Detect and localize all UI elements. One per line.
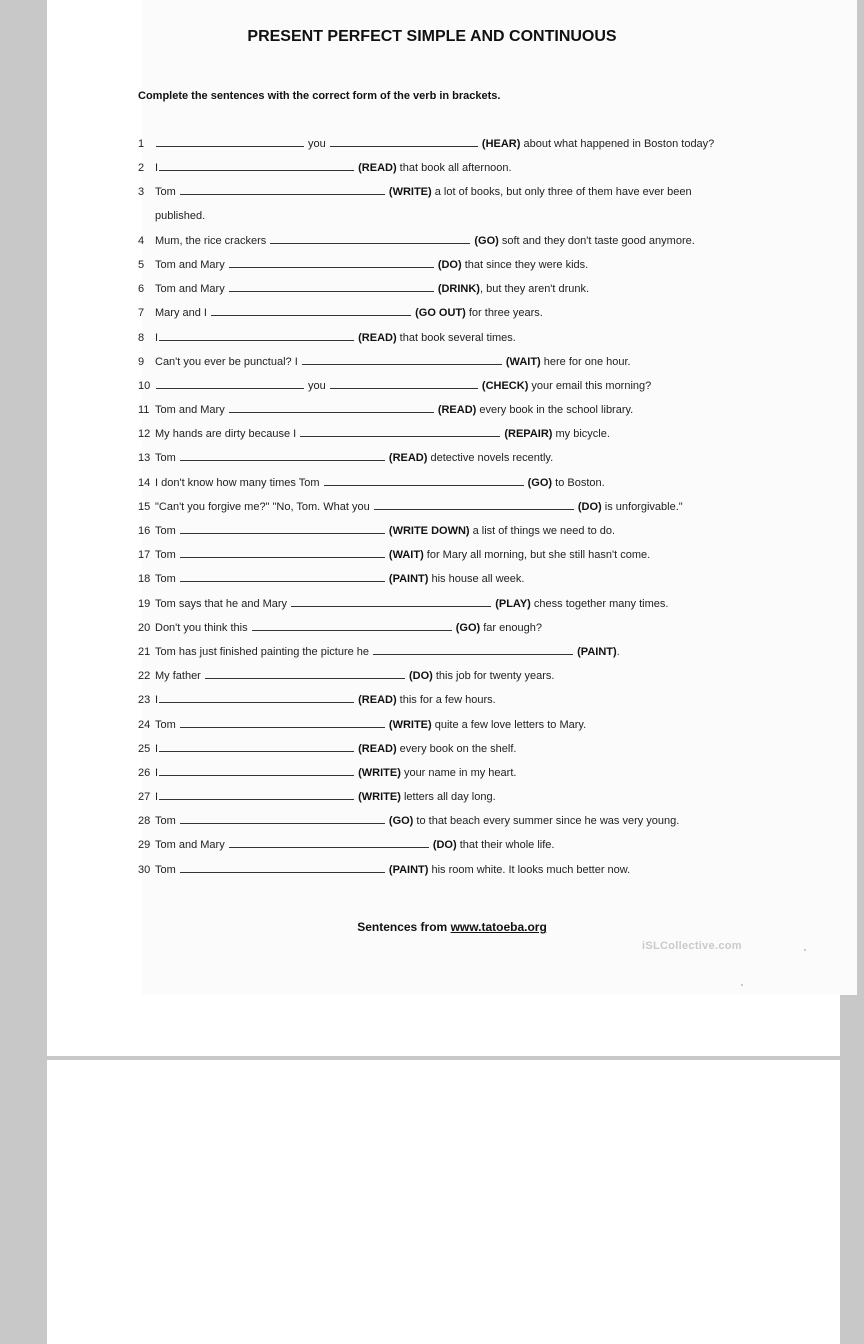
verb-hint: (GO) [527,476,553,489]
sentence-text: Tom [155,452,179,465]
sentence-number: 8 [138,331,145,344]
verb-hint: (DO) [432,839,457,852]
sentence-number: 14 [138,476,151,489]
source-link[interactable]: www.tatoeba.org [450,920,547,934]
exercise-sentence [138,305,758,329]
sentence-text: Tom [155,815,179,828]
sentence-ending: that book several times. [396,331,516,344]
answer-blank[interactable] [159,692,354,703]
sentence-text: Tom [155,863,179,876]
verb-hint: (WRITE) [388,186,432,199]
verb-hint: (READ) [437,404,477,417]
sentence-number: 29 [138,839,151,852]
sentence-ending: that since they were kids. [461,258,589,271]
sentence-number: 22 [138,670,151,683]
answer-blank[interactable] [159,160,354,171]
sentence-number: 15 [138,500,151,513]
sentence-number: 25 [138,742,151,755]
sentence-number: 1 [138,138,145,150]
speck [741,984,743,986]
sentence-number: 17 [138,549,151,562]
answer-blank[interactable] [180,717,385,728]
instructions: Complete the sentences with the correct form of the verb in brackets. [138,90,501,102]
sentence-ending: detective novels recently. [427,452,554,465]
sentence-ending: this for a few hours. [396,694,496,707]
sentence-text: I [155,791,159,804]
sentence-number: 18 [138,573,151,586]
sentence-ending: your name in my heart. [400,766,517,779]
verb-hint: (WRITE) [358,766,401,779]
sentence-text: Mum, the rice crackers [155,234,270,247]
sentence-ending: to Boston. [552,476,605,489]
sentence-ending: is unforgivable." [601,500,683,513]
verb-hint: (HEAR) [481,138,521,150]
verb-hint: (READ) [388,452,428,465]
exercise-sentence [138,765,758,789]
sentence-number: 11 [138,404,150,417]
exercise-sentence [138,813,758,837]
answer-blank[interactable] [291,596,491,607]
sentence-ending: a list of things we need to do. [469,525,616,537]
verb-hint: (WRITE) [388,718,432,731]
sentence-text: you [305,138,329,150]
sentence-ending: for three years. [465,307,543,320]
exercise-sentence [138,257,758,281]
sentence-number: 13 [138,452,151,465]
answer-blank[interactable] [330,378,478,389]
exercise-sentence [138,668,758,692]
exercise-sentence [138,523,758,547]
sentence-ending: chess together many times. [530,597,669,610]
answer-blank[interactable] [159,765,354,776]
answer-blank[interactable] [229,257,434,268]
sentence-ending: this job for twenty years. [432,670,555,683]
sentence-text: Tom [155,186,179,199]
answer-blank[interactable] [180,813,385,824]
speck [804,949,806,951]
sentence-number: 30 [138,863,151,876]
answer-blank[interactable] [373,644,573,655]
answer-blank[interactable] [211,305,411,316]
verb-hint: (READ) [358,694,397,707]
exercise-sentence [138,862,758,886]
answer-blank[interactable] [229,837,429,848]
exercise-sentence [138,571,758,595]
sentence-number: 16 [138,525,151,537]
exercise-sentence [138,184,758,208]
answer-blank[interactable] [205,668,405,679]
answer-blank[interactable] [300,426,500,437]
sentence-text: Mary and I [155,307,211,320]
exercise-sentence [138,644,758,668]
sentence-ending: letters all day long. [400,791,496,804]
exercise-sentence [138,596,758,620]
sentence-ending: here for one hour. [540,355,631,368]
sentence-text: Can't you ever be punctual? I [155,355,301,368]
answer-blank[interactable] [302,354,502,365]
verb-hint: (REPAIR) [504,428,553,441]
exercise-list [138,136,758,886]
answer-blank[interactable] [330,136,478,147]
sentence-ending: quite a few love letters to Mary. [431,718,587,731]
sentence-number: 19 [138,597,151,610]
sentence-ending: your email this morning? [528,379,652,392]
verb-hint: (DRINK) [437,283,480,296]
answer-blank[interactable] [180,184,385,195]
exercise-sentence [138,426,758,450]
blank-next-page [47,1060,840,1344]
exercise-sentence [138,160,758,184]
sentence-number: 5 [138,258,145,271]
footer [0,920,864,934]
sentence-ending: his room white. It looks much better now. [428,863,631,876]
verb-hint: (GO) [474,234,499,247]
answer-blank[interactable] [324,475,524,486]
sentence-ending: for Mary all morning, but she still hasn't come. [423,549,651,562]
answer-blank[interactable] [180,862,385,873]
sentence-text: Tom [155,573,179,586]
sentence-ending: my bicycle. [552,428,610,441]
verb-hint: (PAINT) [388,863,429,876]
exercise-sentence [138,475,758,499]
answer-blank[interactable] [159,741,354,752]
sentence-ending: his house all week. [428,573,525,586]
sentence-ending: . [616,645,620,658]
sentence-ending: to that beach every summer since he was very young. [413,815,680,828]
answer-blank[interactable] [180,450,385,461]
verb-hint: (READ) [358,331,397,344]
exercise-sentence [138,136,758,160]
verb-hint: (DO) [577,500,602,513]
sentence-number: 12 [138,428,151,441]
answer-blank[interactable] [156,136,304,147]
sentence-number: 2 [138,162,145,175]
footer-text: Sentences from [357,920,451,934]
sentence-text: Tom and Mary [155,839,228,852]
sentence-ending: every book in the school library. [476,404,634,417]
exercise-sentence [138,209,758,233]
sentence-text: "Can't you forgive me?" "No, Tom. What you [155,500,373,513]
verb-hint: (WRITE DOWN) [388,525,470,537]
sentence-text: Tom [155,718,179,731]
sentence-number: 3 [138,186,145,199]
exercise-sentence [138,233,758,257]
exercise-sentence [138,402,758,426]
exercise-sentence [138,717,758,741]
answer-blank[interactable] [159,330,354,341]
answer-blank[interactable] [374,499,574,510]
verb-hint: (GO OUT) [415,307,466,320]
sentence-number: 6 [138,283,145,296]
answer-blank[interactable] [156,378,304,389]
answer-blank[interactable] [180,523,385,534]
answer-blank[interactable] [229,281,434,292]
sentence-text: My father [155,670,204,683]
answer-blank[interactable] [252,620,452,631]
sentence-text: Tom [155,549,179,562]
sentence-text: Tom says that he and Mary [155,597,291,610]
sentence-text: My hands are dirty because I [155,428,300,441]
verb-hint: (DO) [408,670,433,683]
exercise-sentence [138,378,758,402]
sentence-text: I [155,766,159,779]
sentence-number: 27 [138,791,151,804]
sentence-number: 20 [138,621,151,634]
sentence-text: I [155,162,159,175]
sentence-ending: far enough? [480,621,542,634]
verb-hint: (CHECK) [481,379,529,392]
verb-hint: (PAINT) [577,645,617,658]
answer-blank[interactable] [180,547,385,558]
verb-hint: (WAIT) [388,549,424,562]
answer-blank[interactable] [180,571,385,582]
exercise-sentence [138,789,758,813]
answer-blank[interactable] [270,233,470,244]
sentence-ending: that their whole life. [456,839,555,852]
sentence-text: I don't know how many times Tom [155,476,323,489]
verb-hint: (READ) [358,742,397,755]
exercise-sentence [138,450,758,474]
sentence-ending: about what happened in Boston today? [520,138,715,150]
sentence-ending: a lot of books, but only three of them have ever been [431,186,692,199]
answer-blank[interactable] [159,789,354,800]
sentence-number: 24 [138,718,151,731]
sentence-text: Tom and Mary [155,283,228,296]
sentence-text: I [155,694,159,707]
verb-hint: (DO) [437,258,462,271]
exercise-sentence [138,330,758,354]
sentence-number: 28 [138,815,151,828]
exercise-sentence [138,547,758,571]
sentence-number: 26 [138,766,151,779]
verb-hint: (GO) [455,621,481,634]
sentence-text: I [155,331,159,344]
watermark: iSLCollective.com [642,940,742,952]
sentence-text: Don't you think this [155,621,251,634]
sentence-text: you [305,379,329,392]
exercise-sentence [138,620,758,644]
verb-hint: (PLAY) [495,597,531,610]
exercise-sentence [138,281,758,305]
exercise-sentence [138,499,758,523]
sentence-text: I [155,742,159,755]
verb-hint: (WAIT) [505,355,541,368]
sentence-ending: every book on the shelf. [396,742,517,755]
sentence-ending: , but they aren't drunk. [479,283,590,296]
sentence-number: 7 [138,307,145,320]
verb-hint: (READ) [358,162,397,175]
sentence-text: published. [155,209,206,222]
exercise-sentence [138,692,758,716]
sentence-number: 10 [138,379,151,392]
sentence-ending: that book all afternoon. [396,162,512,175]
exercise-sentence [138,837,758,861]
sentence-number: 4 [138,234,145,247]
verb-hint: (GO) [388,815,414,828]
worksheet-title: PRESENT PERFECT SIMPLE AND CONTINUOUS [247,28,617,45]
sentence-text: Tom has just finished painting the picture he [155,645,373,658]
sentence-text: Tom [155,525,179,537]
sentence-number: 9 [138,355,145,368]
exercise-sentence [138,741,758,765]
sentence-number: 21 [138,645,151,658]
verb-hint: (WRITE) [358,791,401,804]
sentence-text: Tom and Mary [155,404,228,417]
verb-hint: (PAINT) [388,573,429,586]
exercise-sentence [138,354,758,378]
sentence-text: Tom and Mary [155,258,228,271]
sentence-number: 23 [138,694,151,707]
sentence-ending: soft and they don't taste good anymore. [498,234,695,247]
answer-blank[interactable] [229,402,434,413]
